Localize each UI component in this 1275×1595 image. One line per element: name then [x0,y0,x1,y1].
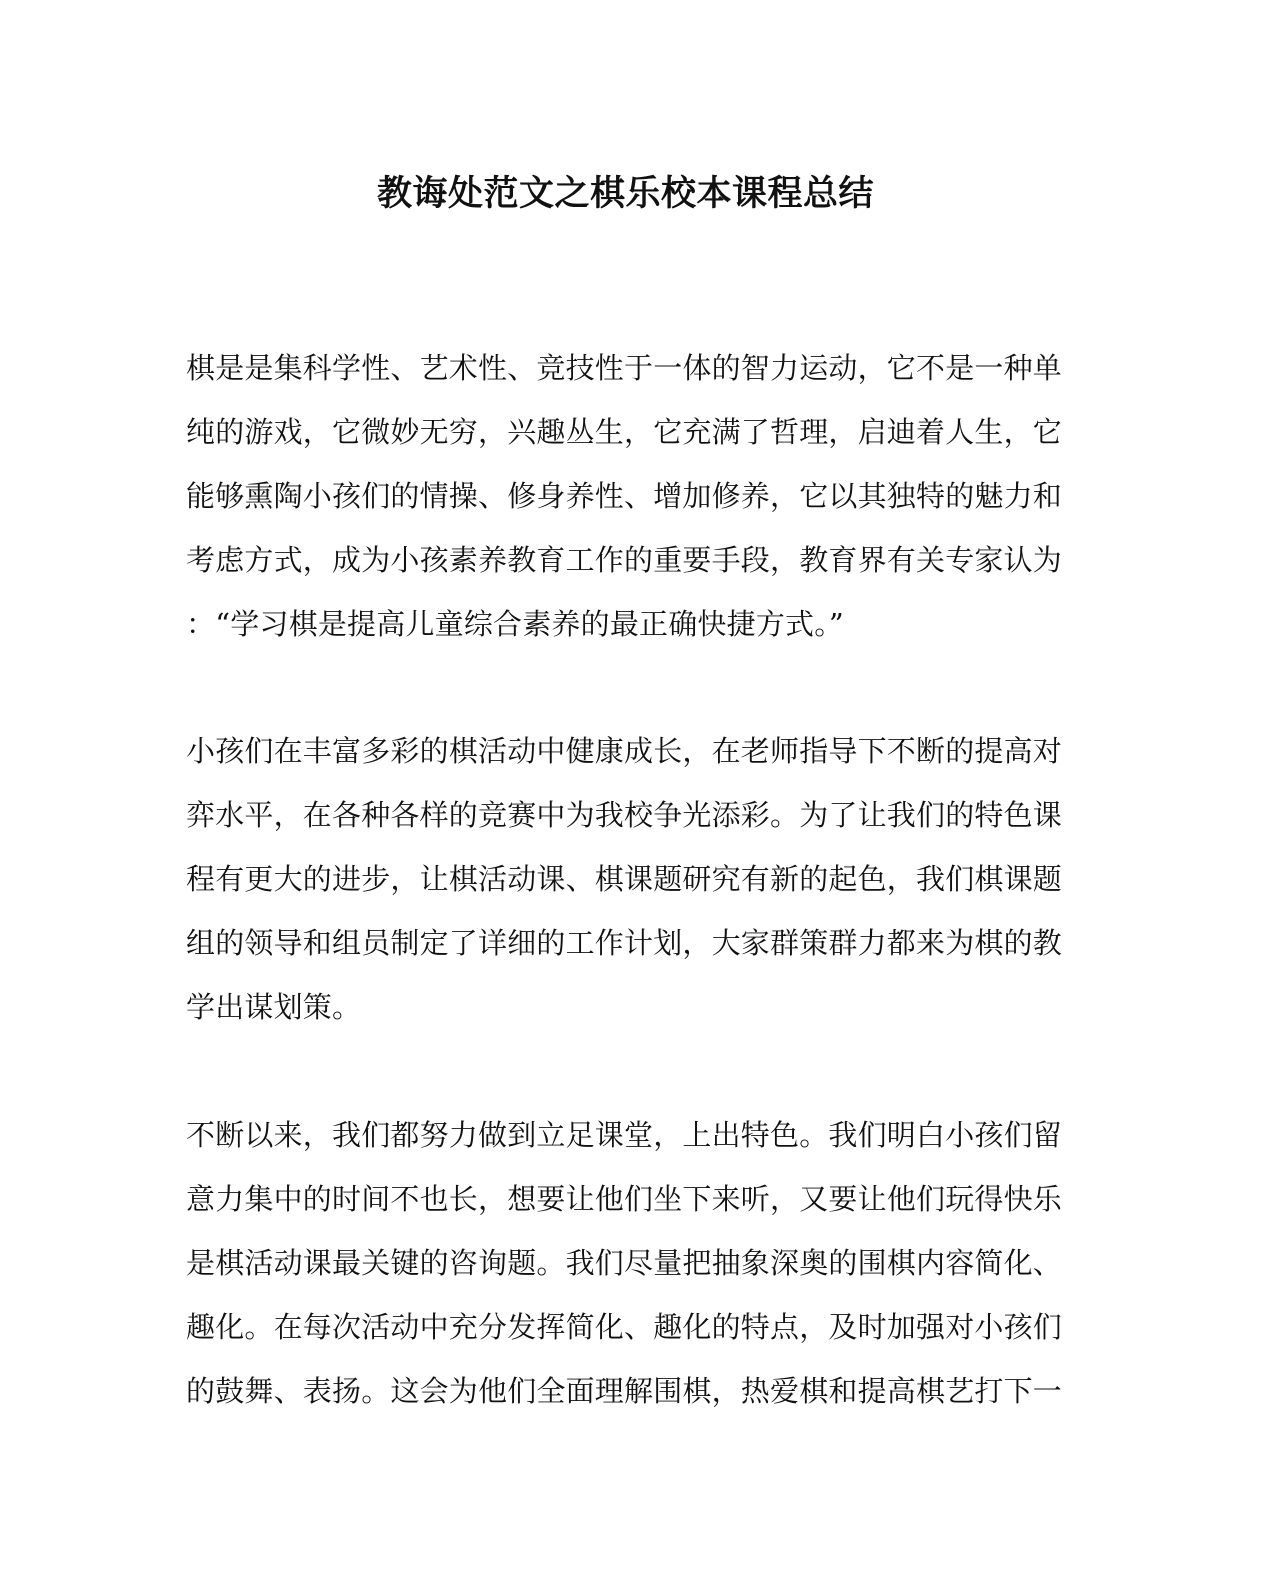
text-line: 的鼓舞、表扬。这会为他们全面理解围棋，热爱棋和提高棋艺打下一 [186,1374,1063,1408]
text-line: 程有更大的进步，让棋活动课、棋课题研究有新的起色，我们棋课题 [186,862,1063,896]
text-line: 小孩们在丰富多彩的棋活动中健康成长，在老师指导下不断的提高对 [186,734,1063,768]
paragraph-2 [186,719,1066,1039]
text-line: 考虑方式，成为小孩素养教育工作的重要手段，教育界有关专家认为 [186,543,1063,577]
text-line: 纯的游戏，它微妙无穷，兴趣丛生，它充满了哲理，启迪着人生，它 [186,415,1063,449]
paragraph-1 [186,336,1066,656]
text-line: 棋是是集科学性、艺术性、竞技性于一体的智力运动，它不是一种单 [186,351,1063,385]
text-line: 不断以来，我们都努力做到立足课堂，上出特色。我们明白小孩们留 [186,1118,1063,1152]
text-line: ：“学习棋是提高儿童综合素养的最正确快捷方式。” [186,607,844,641]
text-line: 能够熏陶小孩们的情操、修身养性、增加修养，它以其独特的魅力和 [186,479,1063,513]
paragraph-3 [186,1103,1066,1423]
document-title: 教诲处范文之棋乐校本课程总结 [376,173,874,214]
text-line: 意力集中的时间不也长，想要让他们坐下来听，又要让他们玩得快乐 [186,1182,1063,1216]
text-line: 弈水平，在各种各样的竞赛中为我校争光添彩。为了让我们的特色课 [186,798,1063,832]
text-line: 是棋活动课最关键的咨询题。我们尽量把抽象深奥的围棋内容简化、 [186,1246,1063,1280]
text-line: 趣化。在每次活动中充分发挥简化、趣化的特点，及时加强对小孩们 [186,1310,1063,1344]
text-line: 组的领导和组员制定了详细的工作计划，大家群策群力都来为棋的教 [186,926,1063,960]
text-line: 学出谋划策。 [186,990,362,1024]
